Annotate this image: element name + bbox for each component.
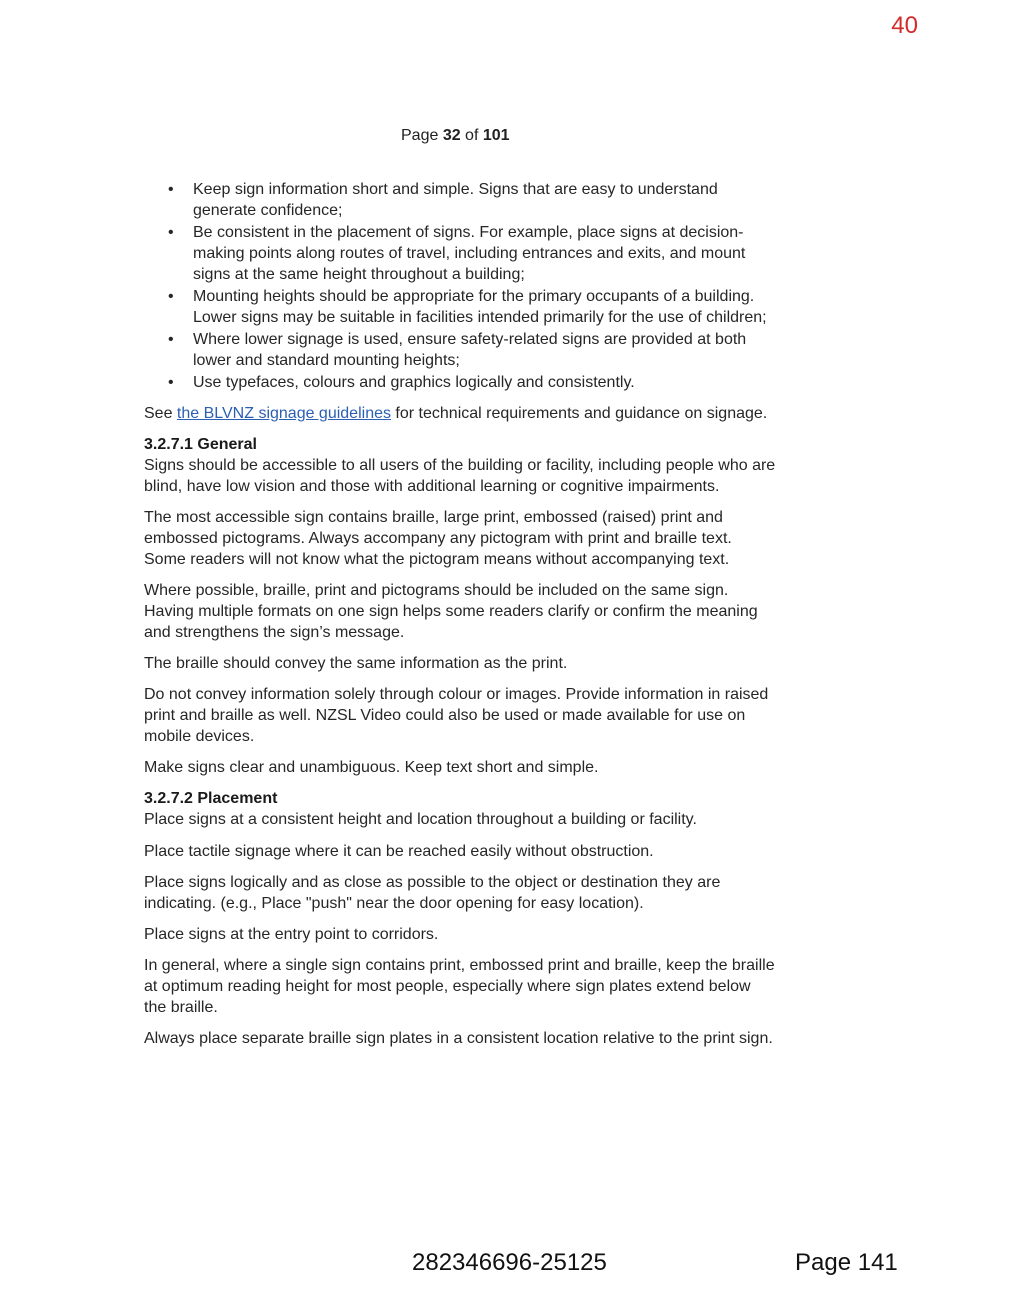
bullet-text: Use typefaces, colours and graphics logically and consistently. — [193, 374, 635, 392]
page-header-middle: of — [460, 127, 483, 144]
document-body — [144, 180, 776, 1060]
paragraph: Place signs logically and as close as possible to the object or destination they are indicating. (e.g., Place "push" near the door opening for easy location). — [144, 873, 721, 912]
blvnz-guidelines-link[interactable]: the BLVNZ signage guidelines — [176, 404, 391, 422]
bullet-item — [144, 330, 776, 372]
see-prefix: See — [144, 404, 177, 422]
bullet-text: Keep sign information short and simple. Signs that are easy to understand generate confidence; — [193, 181, 718, 219]
bullet-dot-icon: • — [168, 374, 174, 392]
bullet-text: Where lower signage is used, ensure safety-related signs are provided at both lower and standard mounting heights; — [193, 331, 747, 369]
paragraph: The braille should convey the same information as the print. — [144, 654, 568, 672]
see-guidelines-paragraph — [144, 404, 776, 425]
footer-page-number: Page 141 — [795, 1249, 898, 1276]
paragraph: Place signs at the entry point to corridors. — [144, 925, 439, 943]
bullet-item — [144, 180, 776, 222]
section-heading-placement: 3.2.7.2 Placement — [144, 790, 278, 808]
section-heading-general: 3.2.7.1 General — [144, 436, 257, 454]
bullet-text: Mounting heights should be appropriate for the primary occupants of a building. Lower signs may be suitable in facilities intended primarily for the use of children; — [193, 287, 767, 326]
bullet-dot-icon: • — [168, 224, 174, 242]
stamp-page-number: 40 — [891, 12, 918, 39]
page-header-total: 101 — [482, 127, 510, 144]
bullet-item — [144, 223, 776, 285]
paragraph: In general, where a single sign contains print, embossed print and braille, keep the braille at optimum reading height for most people, especially where sign plates extend below the braille. — [144, 957, 775, 1016]
paragraph: Do not convey information solely through colour or images. Provide information in raised print and braille as well. NZSL Video could also be used or made available for use on mobile devices. — [144, 686, 769, 745]
bullet-dot-icon: • — [168, 287, 174, 305]
see-suffix: for technical requirements and guidance on signage. — [390, 404, 768, 422]
paragraph: The most accessible sign contains braille, large print, embossed (raised) print and embossed pictograms. Always accompany any pictogram with print and braille text. Some readers will not know what the pictogram means without accompanying text. — [144, 509, 732, 568]
paragraph: Place signs at a consistent height and location throughout a building or facility. — [144, 811, 697, 829]
bullet-text: Be consistent in the placement of signs. For example, place signs at decision-making points along routes of travel, including entrances and exits, and mount signs at the same height throughout a building; — [193, 224, 746, 283]
bullet-list — [144, 180, 776, 394]
bullet-dot-icon: • — [168, 181, 174, 198]
paragraph: Signs should be accessible to all users of the building or facility, including people who are blind, have low vision and those with additional learning or cognitive impairments. — [144, 457, 776, 495]
page-header-prefix: Page — [401, 127, 443, 144]
bullet-item — [144, 287, 776, 329]
page-header-current: 32 — [442, 127, 461, 144]
footer-document-id: 282346696-25125 — [412, 1249, 607, 1276]
bullet-item — [144, 373, 776, 394]
paragraph: Always place separate braille sign plates in a consistent location relative to the print sign. — [144, 1030, 773, 1048]
paragraph: Where possible, braille, print and pictograms should be included on the same sign. Having multiple formats on one sign helps some readers clarify or confirm the meaning and strengthens the sign’s message. — [144, 582, 758, 641]
page-header — [401, 127, 510, 145]
paragraph: Place tactile signage where it can be reached easily without obstruction. — [144, 842, 654, 860]
paragraph: Make signs clear and unambiguous. Keep text short and simple. — [144, 759, 599, 777]
bullet-dot-icon: • — [168, 331, 174, 349]
